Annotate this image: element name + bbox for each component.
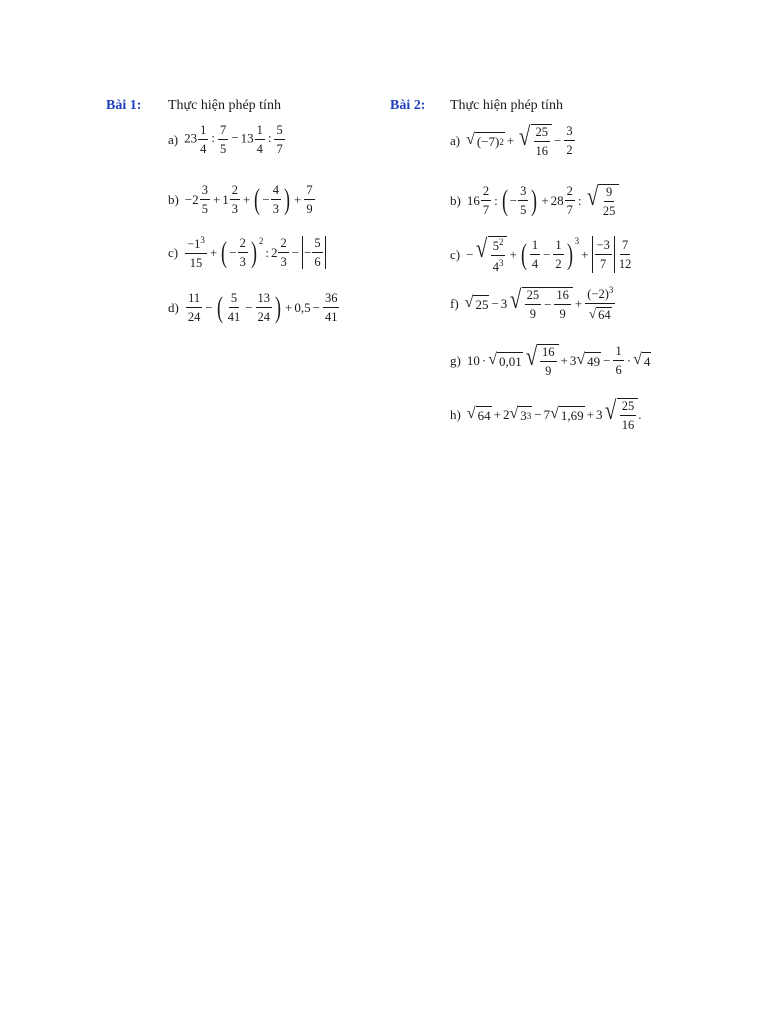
exercise-2 xyxy=(390,98,660,432)
exercise-2-item-f xyxy=(450,286,616,321)
exercise-1-item-d xyxy=(168,292,340,323)
math-expression: 23 $\frac{1}{4}$ : $\frac{7}{5}$ − 13 $\frac{1}{4}$ : $\frac{5}{7}$ xyxy=(184,123,283,156)
item-tag: b) xyxy=(168,191,179,207)
item-tag: g) xyxy=(450,352,461,368)
item-tag: a) xyxy=(168,131,179,147)
math-expression: −2 $\frac{3}{5}$ + 1 $\frac{2}{3}$ + ( − $\frac{4}{3}$ ) + $\frac{7}{9}$ xyxy=(184,182,313,216)
math-expression: 16 $\frac{2}{7}$ : ( − $\frac{3}{5}$ ) + 28 $\frac{2}{7}$ : √ $\frac{9}{25}$ xyxy=(467,184,619,217)
math-expression: $\frac{11}{24}$ − ( $\frac{5}{41}$ − $\frac{13}{24}$ ) + 0,5 − $\frac{36}{41}$ xyxy=(187,290,338,324)
math-expression: $\frac{-1^3}{15}$ + ( − $\frac{2}{3}$ ) $^2$ : 2 $\frac{2}{3}$ − − $\frac{5}{6}$ xyxy=(184,236,327,269)
exercise-1-item-b xyxy=(168,184,316,215)
exercise-2-item-b xyxy=(450,184,619,217)
item-tag: d) xyxy=(168,299,179,315)
item-tag: h) xyxy=(450,406,461,422)
item-tag: c) xyxy=(450,246,461,262)
math-expression: 10 · √ 0,01 √ $\frac{16}{9}$ + 3 √ 49 − $\frac{1}{6}$ · √ 4 xyxy=(466,342,651,378)
exercise-2-label: Bài 2: xyxy=(390,98,426,113)
exercise-2-item-a xyxy=(450,124,576,157)
exercise-1-label: Bài 1: xyxy=(106,98,142,113)
exercise-2-item-c xyxy=(450,236,634,273)
item-tag: c) xyxy=(168,244,179,260)
item-tag: b) xyxy=(450,192,461,208)
exercise-1-heading: Thực hiện phép tính xyxy=(168,98,281,113)
exercise-1-item-c xyxy=(168,236,327,269)
math-expression: √ 64 + 2 √ 3 3 − 7 √ 1,69 + 3 √ $\frac{25}{16}$ . xyxy=(466,396,642,432)
math-expression: − √ $\frac{5^2}{4^3}$ + ( $\frac{1}{4}$ − $\frac{1}{2}$ ) $^3$ + $\frac{-3}{7}$ $\frac{7}{12}$ xyxy=(466,234,632,274)
item-tag: a) xyxy=(450,132,461,148)
exercise-1-item-a xyxy=(168,124,286,155)
exercise-2-heading: Thực hiện phép tính xyxy=(450,98,563,113)
item-tag: f) xyxy=(450,295,459,311)
exercise-1 xyxy=(106,98,386,324)
math-expression: √ (−7) 2 + √ $\frac{25}{16}$ − $\frac{3}{2}$ xyxy=(466,122,573,158)
exercise-2-header xyxy=(390,98,660,122)
exercise-1-header xyxy=(106,98,386,122)
math-expression: √ 25 − 3 √ $\frac{25}{9}$ − $\frac{16}{9}$ + $(-2)^3$ √ 64 xyxy=(464,285,614,322)
exercise-2-item-g xyxy=(450,344,651,377)
exercise-2-item-h xyxy=(450,398,642,431)
